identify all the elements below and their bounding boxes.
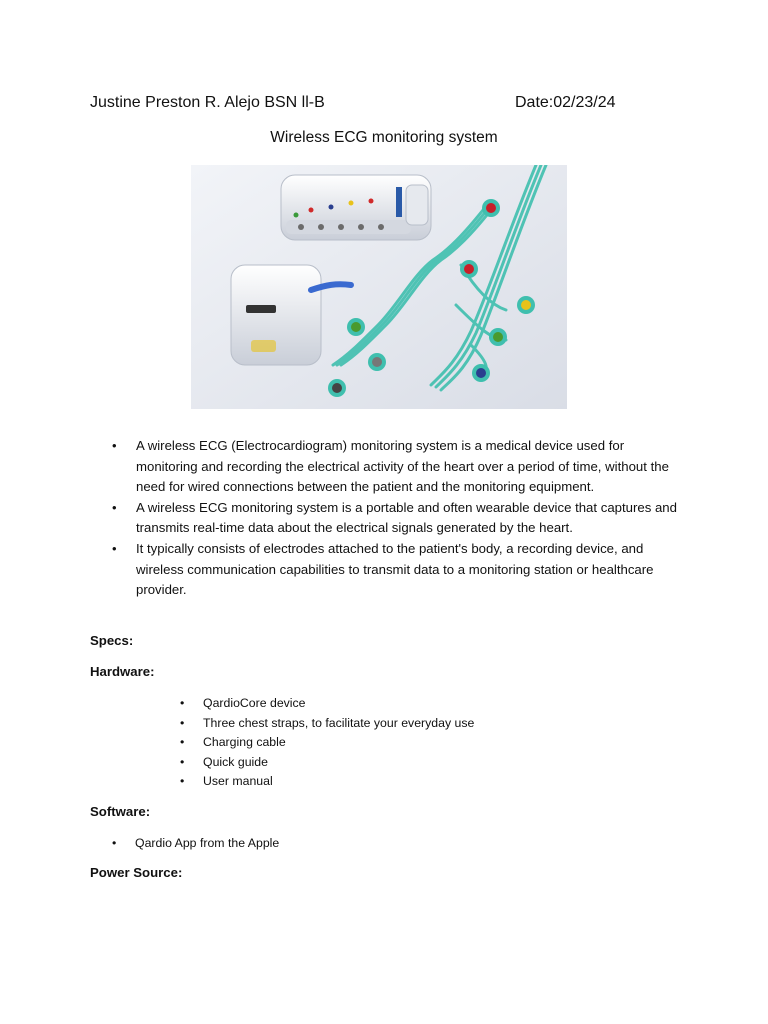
hardware-heading: Hardware: — [90, 664, 155, 679]
ecg-device-photo — [191, 165, 567, 409]
document-title: Wireless ECG monitoring system — [270, 129, 498, 146]
hardware-list — [180, 694, 474, 792]
intro-bullet-list — [112, 436, 682, 601]
list-item: • User manual — [180, 772, 474, 792]
list-item: • Quick guide — [180, 753, 474, 773]
list-item: • Charging cable — [180, 733, 474, 753]
list-item: • It typically consists of electrodes attached to the patient's body, a recording device, and wireless communication capabilities to transmit data to a monitoring station or healthcare provider. — [112, 539, 682, 601]
list-item: • Qardio App from the Apple — [112, 834, 279, 854]
list-item: • QardioCore device — [180, 694, 474, 714]
software-heading: Software: — [90, 804, 151, 819]
list-item: • Three chest straps, to facilitate your everyday use — [180, 714, 474, 734]
date-line: Date:02/23/24 — [515, 94, 616, 111]
power-source-heading: Power Source: — [90, 865, 183, 880]
author-line: Justine Preston R. Alejo BSN ll-B — [90, 94, 325, 111]
specs-heading: Specs: — [90, 633, 134, 648]
list-item: • A wireless ECG monitoring system is a portable and often wearable device that captures and transmits real-time data about the electrical signals generated by the heart. — [112, 498, 682, 539]
list-item: • A wireless ECG (Electrocardiogram) monitoring system is a medical device used for monitoring and recording the electrical activity of the heart over a period of time, without the need for wired connections between the patient and the monitoring equipment. — [112, 436, 682, 498]
software-list — [112, 834, 279, 854]
